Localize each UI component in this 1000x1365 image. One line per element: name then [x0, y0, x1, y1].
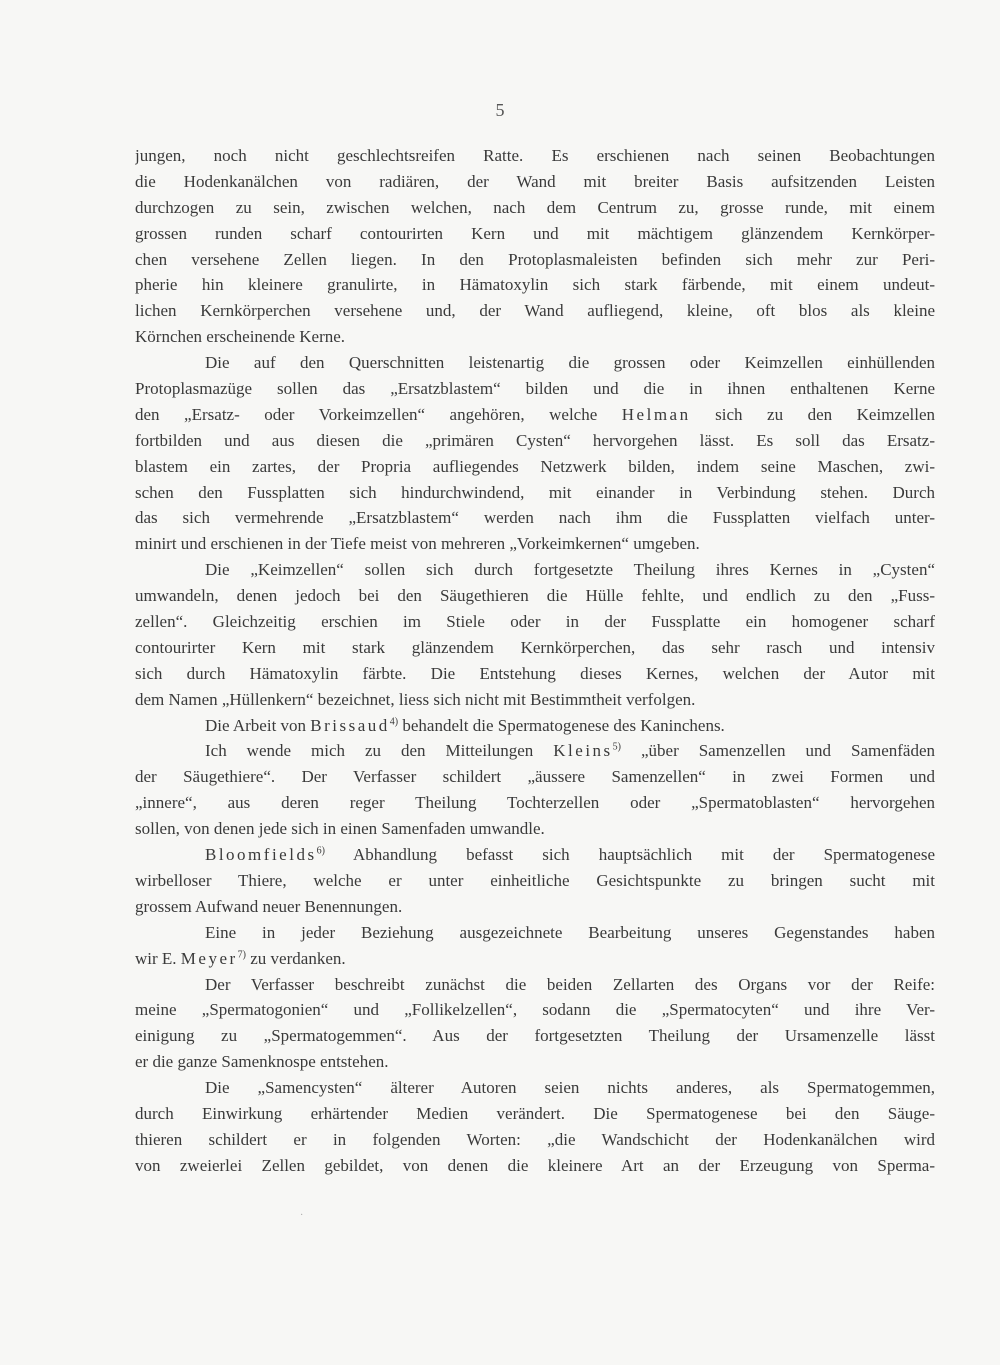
text-segment: sich zu den Keimzellen	[715, 404, 935, 424]
text-line: dem Namen „Hüllenkern“ bezeichnet, liess sich nicht mit Bestimmtheit verfolgen.	[135, 689, 696, 709]
text-segment: Ich wende mich zu den Mitteilungen	[205, 741, 534, 761]
text-line: zellen“. Gleichzeitig erschien im Stiele oder in der Fussplatte ein homogener scharf	[135, 612, 935, 632]
text-line	[135, 946, 935, 972]
author-name-kleins: Kleins	[553, 741, 613, 761]
text-segment: Die Arbeit von	[205, 715, 307, 735]
paper-speck: ·	[300, 1210, 304, 1221]
text-segment: wir E.	[135, 948, 177, 968]
text-line: minirt und erschienen in der Tiefe meist von mehreren „Vorkeimkernen“ umgeben.	[135, 534, 700, 554]
text-line: das sich vermehrende „Ersatzblastem“ werden nach ihm die Fussplatten vielfach unter-	[135, 508, 935, 528]
text-line: Die „Samencysten“ älterer Autoren seien nichts anderes, als Spermatogemmen,	[205, 1078, 935, 1098]
text-line: Protoplasmazüge sollen das „Ersatzblastem“ bilden und die in ihnen enthaltenen Kerne	[135, 379, 935, 399]
text-line	[135, 402, 935, 428]
text-line: Körnchen erscheinende Kerne.	[135, 327, 346, 347]
text-line: er die ganze Samenknospe entstehen.	[135, 1052, 389, 1072]
footnote-ref: 4)	[389, 715, 399, 727]
text-line: umwandeln, denen jedoch bei den Säugethieren die Hülle fehlte, und endlich zu den „Fuss-	[135, 586, 935, 606]
text-line: durchzogen zu sein, zwischen welchen, nach dem Centrum zu, grosse runde, mit einem	[135, 197, 935, 217]
text-line: thieren schildert er in folgenden Worten: „die Wandschicht der Hodenkanälchen wird	[135, 1129, 935, 1149]
text-line: durch Einwirkung erhärtender Medien verändert. Die Spermatogenese bei den Säuge-	[135, 1103, 935, 1123]
author-name-meyer: Meyer	[180, 948, 238, 968]
text-line: grossem Aufwand neuer Benennungen.	[135, 896, 403, 916]
text-segment: zu verdanken.	[250, 948, 346, 968]
text-line: fortbilden und aus diesen die „primären Cysten“ hervorgehen lässt. Es soll das Ersatz-	[135, 430, 935, 450]
text-line: grossen runden scharf contourirten Kern und mit mächtigem glänzendem Kernkörper-	[135, 223, 935, 243]
footnote-ref: 5)	[612, 741, 622, 753]
text-line: jungen, noch nicht geschlechtsreifen Ratte. Es erschienen nach seinen Beobachtungen	[135, 146, 935, 165]
author-name-helman: Helman	[621, 404, 691, 424]
text-line: die Hodenkanälchen von radiären, der Wand mit breiter Basis aufsitzenden Leisten	[135, 171, 935, 191]
text-line: einigung zu „Spermatogemmen“. Aus der fortgesetzten Theilung der Ursamenzelle lässt	[135, 1026, 935, 1046]
text-line: meine „Spermatogonien“ und „Follikelzellen“, sodann die „Spermatocyten“ und ihre Ver-	[135, 1000, 935, 1020]
text-line: sollen, von denen jede sich in einen Samenfaden umwandle.	[135, 819, 545, 839]
text-line: lichen Kernkörperchen versehene und, der Wand aufliegend, kleine, oft blos als kleine	[135, 301, 935, 321]
text-line: Die auf den Querschnitten leistenartig die grossen oder Keimzellen einhüllenden	[205, 353, 935, 373]
text-line: chen versehene Zellen liegen. In den Protoplasmaleisten befinden sich mehr zur Peri-	[135, 249, 935, 269]
text-line: der Säugethiere“. Der Verfasser schildert „äussere Samenzellen“ in zwei Formen und	[135, 767, 935, 787]
text-segment: Abhandlung befasst sich hauptsächlich mit der Spermatogenese	[353, 845, 935, 865]
text-line: schen den Fussplatten sich hindurchwindend, mit einander in Verbindung stehen. Durch	[135, 482, 935, 502]
text-line: pherie hin kleinere granulirte, in Hämatoxylin sich stark färbende, mit einem undeut-	[135, 275, 935, 295]
text-line: wirbelloser Thiere, welche er unter einheitliche Gesichtspunkte zu bringen sucht mit	[135, 870, 935, 890]
text-segment: behandelt die Spermatogenese des Kaninchens.	[402, 715, 725, 735]
text-line: sich durch Hämatoxylin färbte. Die Entstehung dieses Kernes, welchen der Autor mit	[135, 663, 935, 683]
page-number: 5	[495, 100, 505, 120]
footnote-ref: 6)	[316, 845, 325, 857]
text-line: von zweierlei Zellen gebildet, von denen die kleinere Art an der Erzeugung von Sperma-	[135, 1155, 935, 1175]
text-segment: „über Samenzellen und Samenfäden	[640, 741, 935, 761]
text-line	[135, 842, 935, 868]
text-line	[135, 738, 935, 764]
author-name-bloomfields: Bloomfields	[205, 845, 317, 865]
author-name-brissaud: Brissaud	[310, 715, 390, 735]
text-line: Der Verfasser beschreibt zunächst die beiden Zellarten des Organs vor der Reife:	[205, 974, 935, 994]
text-line: Die „Keimzellen“ sollen sich durch fortgesetzte Theilung ihres Kernes in „Cysten“	[205, 560, 935, 580]
text-line: Eine in jeder Beziehung ausgezeichnete Bearbeitung unseres Gegenstandes haben	[205, 922, 935, 942]
text-line: contourirter Kern mit stark glänzendem Kernkörperchen, das sehr rasch und intensiv	[135, 637, 935, 657]
text-line: „innere“, aus deren reger Theilung Tochterzellen oder „Spermatoblasten“ hervorgehen	[135, 793, 935, 813]
text-segment: den „Ersatz- oder Vorkeimzellen“ angehören, welche	[135, 404, 598, 424]
text-line	[135, 713, 935, 739]
footnote-ref: 7)	[237, 948, 247, 960]
body-text	[135, 143, 935, 1179]
text-line: blastem ein zartes, der Propria aufliegendes Netzwerk bilden, indem seine Maschen, zwi-	[135, 456, 935, 476]
